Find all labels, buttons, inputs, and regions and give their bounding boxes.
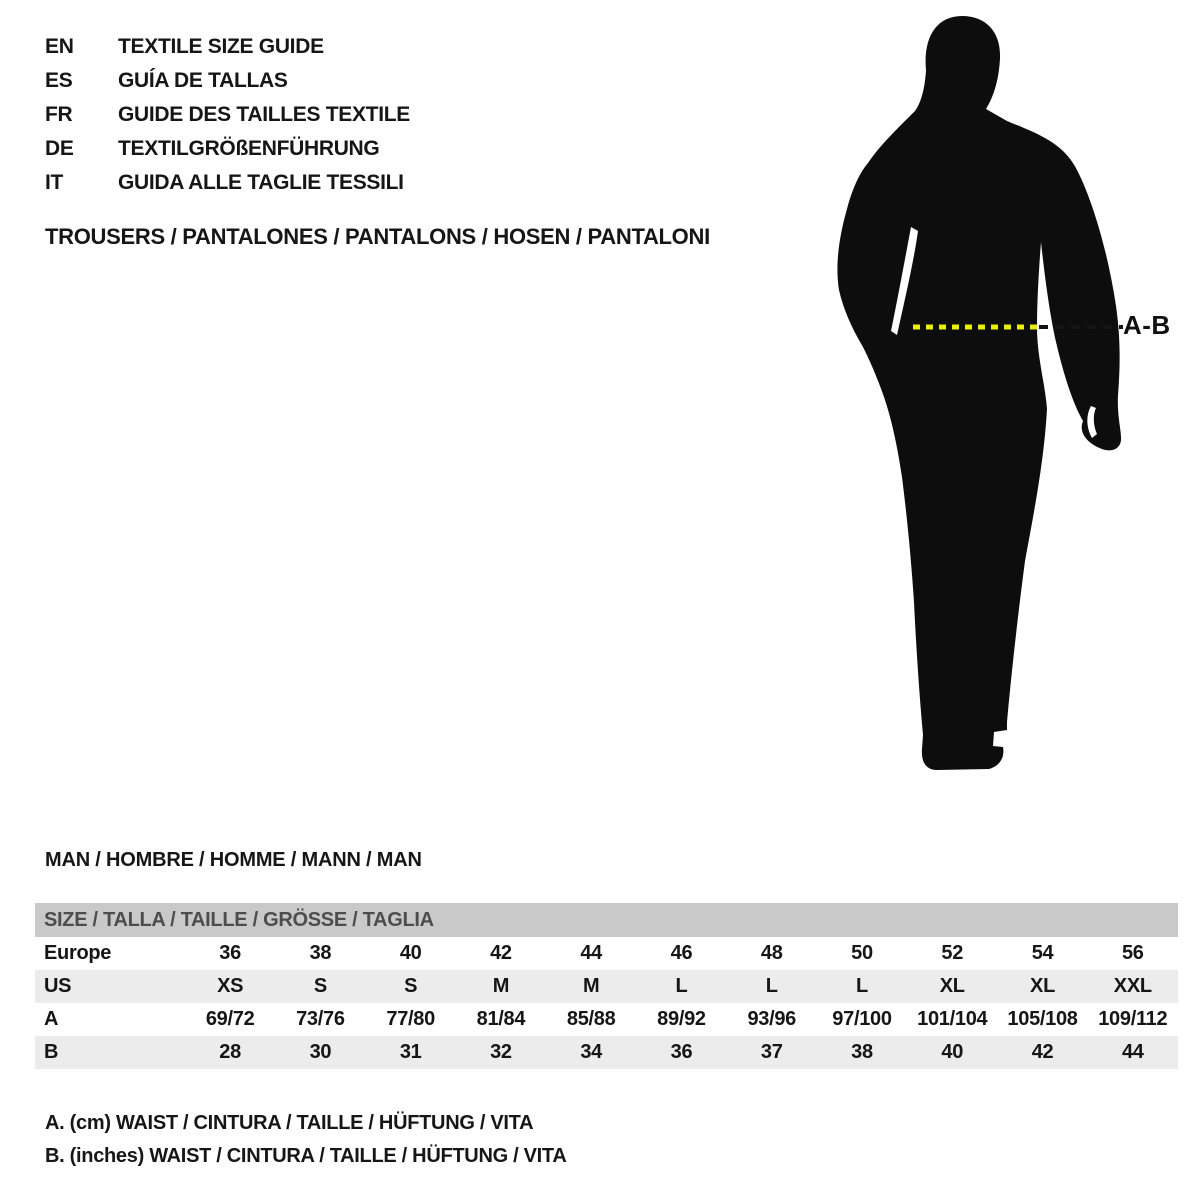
language-title: TEXTILGRÖßENFÜHRUNG [118, 137, 380, 160]
language-title: TEXTILE SIZE GUIDE [118, 35, 324, 58]
language-row [45, 98, 410, 132]
language-code: DE [45, 137, 74, 160]
size-cell: 97/100 [832, 1008, 892, 1030]
language-row [45, 30, 410, 64]
size-cell: 34 [580, 1041, 603, 1063]
size-cell: 38 [851, 1041, 873, 1063]
size-cell: 30 [309, 1041, 332, 1063]
size-cell: 44 [580, 942, 603, 964]
size-cell: L [675, 975, 688, 997]
size-cell: 109/112 [1098, 1008, 1168, 1030]
size-cell: 42 [490, 942, 512, 964]
size-cell: XL [939, 975, 965, 997]
table-row-us [35, 970, 1178, 1003]
size-cell: 77/80 [386, 1008, 435, 1030]
section-title-man: MAN / HOMBRE / HOMME / MANN / MAN [45, 849, 422, 871]
size-cell: XL [1030, 975, 1055, 997]
size-cell: 54 [1031, 942, 1054, 964]
note-b-inches: B. (inches) WAIST / CINTURA / TAILLE / HÜFTUNG / VITA [45, 1145, 567, 1167]
size-cell: 40 [941, 1041, 964, 1063]
size-cell: 89/92 [657, 1008, 706, 1030]
size-cell: 31 [399, 1041, 422, 1063]
size-cell: 85/88 [566, 1008, 616, 1030]
man-silhouette [837, 16, 1121, 770]
language-code: IT [45, 171, 64, 194]
size-cell: 37 [760, 1041, 783, 1063]
size-cell: 105/108 [1007, 1008, 1078, 1030]
note-a-cm: A. (cm) WAIST / CINTURA / TAILLE / HÜFTUNG / VITA [45, 1112, 534, 1134]
language-list [45, 30, 410, 200]
language-title: GUIDA ALLE TAGLIE TESSILI [118, 171, 404, 194]
language-code: EN [45, 35, 74, 58]
size-cell: 46 [670, 942, 693, 964]
table-row-europe [35, 937, 1178, 970]
size-cell: 28 [219, 1041, 241, 1063]
language-row [45, 132, 410, 166]
size-cell: 81/84 [476, 1008, 526, 1030]
table-row-a-cm [35, 1003, 1178, 1036]
size-cell: S [404, 975, 418, 997]
size-cell: 73/76 [296, 1008, 345, 1030]
language-title: GUÍA DE TALLAS [118, 69, 288, 92]
size-cell: 44 [1121, 1041, 1144, 1063]
size-cell: 101/104 [917, 1008, 988, 1030]
language-code: ES [45, 69, 73, 92]
size-cell: 42 [1031, 1041, 1054, 1063]
row-label: A [44, 1008, 59, 1030]
row-label: Europe [44, 942, 112, 964]
measurement-notes [45, 1107, 567, 1173]
figure-area [820, 0, 1200, 800]
language-row [45, 166, 410, 200]
size-cell: 52 [941, 942, 964, 964]
measure-label: A-B [1123, 310, 1171, 340]
size-cell: XS [217, 975, 244, 997]
size-cell: 50 [851, 942, 873, 964]
size-cell: M [492, 975, 510, 997]
size-cell: L [765, 975, 778, 997]
size-cell: 56 [1121, 942, 1144, 964]
size-cell: M [583, 975, 600, 997]
category-title: TROUSERS / PANTALONES / PANTALONS / HOSEN / PANTALONI [45, 224, 710, 249]
size-cell: 32 [490, 1041, 512, 1063]
language-title: GUIDE DES TAILLES TEXTILE [118, 103, 410, 126]
language-row [45, 64, 410, 98]
man-silhouette-figure [820, 0, 1200, 800]
size-cell: 48 [760, 942, 783, 964]
size-cell: XXL [1113, 975, 1152, 997]
size-cell: 38 [309, 942, 332, 964]
size-cell: 36 [219, 942, 241, 964]
size-cell: L [856, 975, 868, 997]
row-label: B [44, 1041, 59, 1063]
size-cell: S [313, 975, 327, 997]
size-cell: 40 [399, 942, 422, 964]
size-table-header: SIZE / TALLA / TAILLE / GRÖSSE / TAGLIA [35, 903, 1178, 937]
table-row-b-inches [35, 1036, 1178, 1069]
row-label: US [44, 975, 72, 997]
size-cell: 36 [670, 1041, 693, 1063]
size-cell: 93/96 [747, 1008, 796, 1030]
size-cell: 69/72 [205, 1008, 255, 1030]
size-table [35, 903, 1178, 1069]
language-code: FR [45, 103, 73, 126]
